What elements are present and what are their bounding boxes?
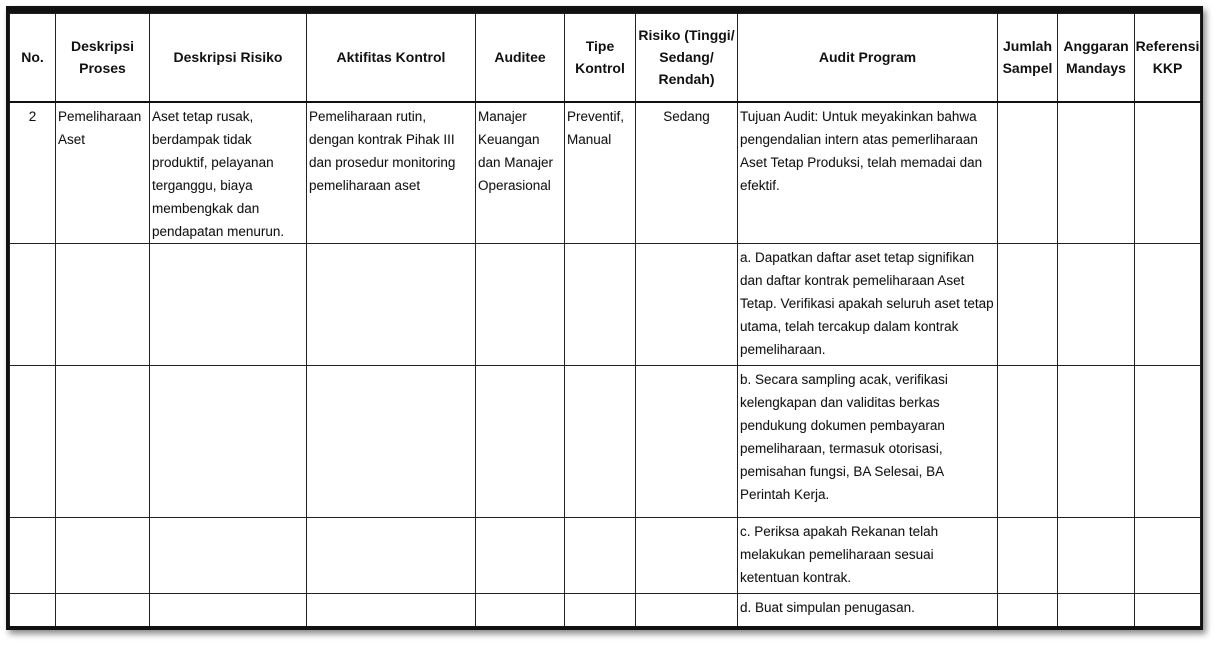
empty-cell (150, 518, 307, 594)
header-aktifitas-kontrol: Aktifitas Kontrol (307, 14, 476, 102)
header-jumlah-sampel: Jumlah Sampel (998, 14, 1058, 102)
cell-deskripsi-risiko: Aset tetap rusak, berdampak tidak produktif, pelayanan terganggu, biaya membengkak dan pendapatan menurun. (150, 102, 307, 244)
cell-risiko: Sedang (636, 102, 738, 244)
header-deskripsi-proses: Deskripsi Proses (56, 14, 150, 102)
header-anggaran-mandays: Anggaran Mandays (1058, 14, 1135, 102)
empty-cell (636, 366, 738, 518)
empty-cell (10, 594, 56, 628)
empty-cell (998, 518, 1058, 594)
empty-cell (10, 244, 56, 366)
empty-cell (565, 244, 636, 366)
empty-cell (476, 366, 565, 518)
empty-cell (565, 366, 636, 518)
cell-audit-step-a: a. Dapatkan daftar aset tetap signifikan dan daftar kontrak pemeliharaan Aset Tetap. Verifikasi apakah seluruh aset tetap utama, telah tercakup dalam kontrak pemeliharaan. (738, 244, 998, 366)
header-row (10, 14, 1201, 102)
empty-cell (998, 366, 1058, 518)
cell-audit-step-d: d. Buat simpulan penugasan. (738, 594, 998, 628)
empty-cell (998, 244, 1058, 366)
empty-cell (1058, 244, 1135, 366)
table-row (10, 518, 1201, 594)
empty-cell (1135, 366, 1201, 518)
cell-jumlah-sampel (998, 102, 1058, 244)
empty-cell (636, 518, 738, 594)
empty-cell (1135, 244, 1201, 366)
empty-cell (10, 366, 56, 518)
header-auditee: Auditee (476, 14, 565, 102)
empty-cell (307, 518, 476, 594)
empty-cell (1135, 594, 1201, 628)
empty-cell (636, 594, 738, 628)
empty-cell (565, 594, 636, 628)
empty-cell (1058, 518, 1135, 594)
cell-no: 2 (10, 102, 56, 244)
empty-cell (476, 518, 565, 594)
empty-cell (998, 594, 1058, 628)
empty-cell (10, 518, 56, 594)
cell-audit-program: Tujuan Audit: Untuk meyakinkan bahwa pengendalian intern atas pemerliharaan Aset Tetap Produksi, telah memadai dan efektif. (738, 102, 998, 244)
empty-cell (56, 518, 150, 594)
empty-cell (307, 366, 476, 518)
cell-deskripsi-proses: Pemeliharaan Aset (56, 102, 150, 244)
empty-cell (476, 594, 565, 628)
cell-anggaran-mandays (1058, 102, 1135, 244)
table-row (10, 244, 1201, 366)
empty-cell (150, 594, 307, 628)
empty-cell (150, 244, 307, 366)
empty-cell (1135, 518, 1201, 594)
empty-cell (565, 518, 636, 594)
empty-cell (307, 594, 476, 628)
cell-tipe-kontrol: Preventif, Manual (565, 102, 636, 244)
cell-aktifitas-kontrol: Pemeliharaan rutin, dengan kontrak Pihak III dan prosedur monitoring pemeliharaan aset (307, 102, 476, 244)
header-no: No. (10, 14, 56, 102)
empty-cell (150, 366, 307, 518)
cell-audit-step-b: b. Secara sampling acak, verifikasi kelengkapan dan validitas berkas pendukung dokumen pembayaran pemeliharaan, termasuk otorisasi, pemisahan fungsi, BA Selesai, BA Perintah Kerja. (738, 366, 998, 518)
empty-cell (56, 594, 150, 628)
cell-audit-step-c: c. Periksa apakah Rekanan telah melakukan pemeliharaan sesuai ketentuan kontrak. (738, 518, 998, 594)
table-row (10, 594, 1201, 628)
header-referensi-kkp: Referensi KKP (1135, 14, 1201, 102)
table-row (10, 102, 1201, 244)
header-deskripsi-risiko: Deskripsi Risiko (150, 14, 307, 102)
audit-program-table (9, 13, 1201, 629)
cell-referensi-kkp (1135, 102, 1201, 244)
empty-cell (1058, 594, 1135, 628)
empty-cell (56, 366, 150, 518)
empty-cell (636, 244, 738, 366)
cell-auditee: Manajer Keuangan dan Manajer Operasional (476, 102, 565, 244)
empty-cell (307, 244, 476, 366)
empty-cell (1058, 366, 1135, 518)
empty-cell (56, 244, 150, 366)
header-risiko: Risiko (Tinggi/ Sedang/ Rendah) (636, 14, 738, 102)
header-tipe-kontrol: Tipe Kontrol (565, 14, 636, 102)
empty-cell (476, 244, 565, 366)
document-frame (6, 6, 1203, 630)
header-audit-program: Audit Program (738, 14, 998, 102)
table-row (10, 366, 1201, 518)
